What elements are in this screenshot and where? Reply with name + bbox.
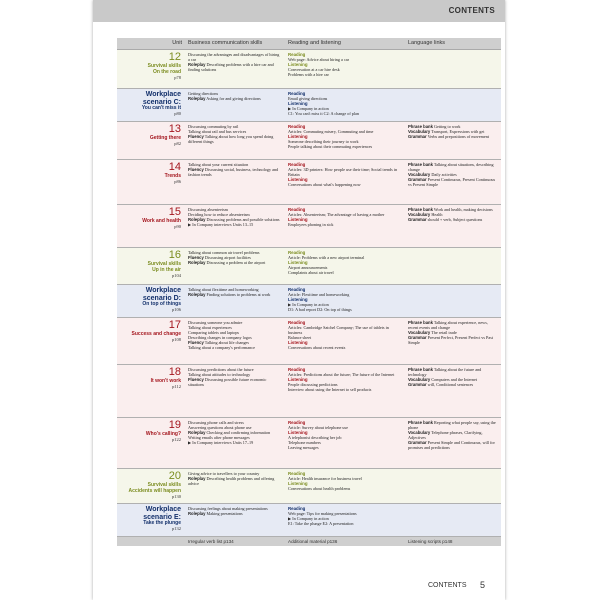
page-footer-label: CONTENTS xyxy=(428,582,467,589)
line-text: Employees phoning in sick xyxy=(288,222,334,227)
reading-cell xyxy=(285,205,405,247)
language-cell xyxy=(405,50,501,88)
section-label: Listening xyxy=(288,297,308,302)
language-cell xyxy=(405,248,501,284)
skill-label: Fluency xyxy=(188,340,204,345)
reading-cell xyxy=(285,285,405,317)
line-text: Article: Health insurance for business travel xyxy=(288,476,362,481)
skill-label: Vocabulary xyxy=(408,430,431,435)
skill-label: Roleplay xyxy=(188,260,206,265)
section-label: Reading xyxy=(288,207,306,212)
line-text: Talking about your current situation xyxy=(188,162,249,167)
skill-label: Fluency xyxy=(188,134,204,139)
line-text: Airport announcements xyxy=(288,265,328,270)
line-text: ▶ In Company in action xyxy=(288,106,329,111)
reading-cell xyxy=(285,418,405,468)
line-text: Leaving messages xyxy=(288,445,319,450)
scenario-title: Workplace scenario C: xyxy=(142,91,181,106)
line-text: Telephone phrases, Clarifying, Adjectives xyxy=(408,430,483,440)
skill-label: Roleplay xyxy=(188,430,206,435)
line-text: Discussing phone calls and stress xyxy=(188,420,244,425)
scenario-subtitle: You can't miss it xyxy=(141,105,181,111)
business-cell xyxy=(185,50,285,88)
line-text: Interview about using the Internet to sell products xyxy=(288,387,372,392)
unit-page-ref[interactable]: p122 xyxy=(172,437,181,442)
col-header-language: Language links xyxy=(408,40,446,46)
business-cell xyxy=(185,365,285,417)
skill-label: Grammar xyxy=(408,382,427,387)
unit-title: Work and health xyxy=(142,218,181,224)
line-text: Discussing possible future economic situations xyxy=(188,377,267,387)
line-text: Talking about how long you spend doing different things xyxy=(188,134,274,144)
language-cell xyxy=(405,205,501,247)
table-row xyxy=(117,365,501,418)
table-row xyxy=(117,418,501,469)
skill-label: Vocabulary xyxy=(408,129,431,134)
unit-title: It won't work xyxy=(150,378,181,384)
line-text: Conversations about recent events xyxy=(288,345,346,350)
page-header-bar xyxy=(93,0,505,22)
skill-label: Grammar xyxy=(408,335,427,340)
unit-cell xyxy=(117,205,185,247)
table-row xyxy=(117,160,501,205)
line-text: ▶ In Company in action xyxy=(288,516,329,521)
additional-material-link[interactable]: Additional material p136 xyxy=(288,539,338,544)
reading-line xyxy=(288,222,402,227)
unit-page-ref[interactable]: p86 xyxy=(174,179,181,184)
unit-cell xyxy=(117,365,185,417)
business-line xyxy=(188,52,282,62)
language-line xyxy=(408,430,498,440)
skill-label: Phrase bank xyxy=(408,207,433,212)
line-text: Discussing a problem at the airport xyxy=(205,260,266,265)
line-text: Discussing problems and possible solutions xyxy=(205,217,280,222)
section-label: Listening xyxy=(288,101,308,106)
unit-cell xyxy=(117,318,185,364)
irregular-verb-list-link[interactable]: Irregular verb list p134 xyxy=(188,539,234,544)
line-text: Talking about experiences xyxy=(188,325,232,330)
line-text: Telephone numbers xyxy=(288,440,321,445)
table-header xyxy=(117,38,501,50)
line-text: D1: A bad report D2: On top of things xyxy=(288,307,352,312)
line-text: Describing problems with a hire car and finding solutions xyxy=(188,62,274,72)
reading-cell xyxy=(285,50,405,88)
skill-label: Roleplay xyxy=(188,292,206,297)
business-cell xyxy=(185,285,285,317)
reading-line xyxy=(288,270,402,275)
page-number: 5 xyxy=(480,580,486,590)
book-page xyxy=(93,0,505,600)
unit-number: 16 xyxy=(168,249,181,261)
unit-cell xyxy=(117,122,185,159)
line-text: Articles: Predictions about the future; The future of the Internet xyxy=(288,372,395,377)
skill-label: Phrase bank xyxy=(408,162,433,167)
language-cell xyxy=(405,285,501,317)
unit-number: 20 xyxy=(168,470,181,482)
line-text: Complaints about air travel xyxy=(288,270,334,275)
line-text: Discussing commuting by rail xyxy=(188,124,239,129)
unit-page-ref[interactable]: p132 xyxy=(172,526,181,531)
section-label: Reading xyxy=(288,420,306,425)
business-cell xyxy=(185,205,285,247)
scenario-subtitle: On top of things xyxy=(142,301,181,307)
line-text: C1: You can't miss it C2: A change of plan xyxy=(288,111,360,116)
reading-cell xyxy=(285,160,405,204)
language-line xyxy=(408,382,498,387)
skill-label: Grammar xyxy=(408,440,427,445)
business-line xyxy=(188,292,282,297)
business-cell xyxy=(185,469,285,503)
reading-cell xyxy=(285,122,405,159)
language-cell xyxy=(405,89,501,121)
page-header-title: CONTENTS xyxy=(448,6,495,15)
line-text: Discussing social, business, technology and fashion trends xyxy=(188,167,279,177)
line-text: should + verb, Subject questions xyxy=(426,217,483,222)
section-label: Listening xyxy=(288,481,308,486)
section-label: Listening xyxy=(288,377,308,382)
line-text: Article: Survey about telephone use xyxy=(288,425,349,430)
unit-number: 18 xyxy=(168,366,181,378)
business-line xyxy=(188,62,282,72)
unit-page-ref[interactable]: p78 xyxy=(174,75,181,80)
business-line xyxy=(188,134,282,144)
business-cell xyxy=(185,122,285,159)
table-row xyxy=(117,248,501,285)
unit-page-ref[interactable]: p112 xyxy=(172,384,181,389)
line-text: Balance sheet xyxy=(288,335,312,340)
section-label: Reading xyxy=(288,124,306,129)
business-cell xyxy=(185,318,285,364)
language-cell xyxy=(405,504,501,536)
language-line xyxy=(408,134,498,139)
line-text: Email giving directions xyxy=(288,96,328,101)
reading-line xyxy=(288,387,402,392)
line-text: Comparing tablets and laptops xyxy=(188,330,240,335)
language-line xyxy=(408,162,498,172)
line-text: Checking and confirming information xyxy=(205,430,271,435)
line-text: Talking about life changes xyxy=(203,340,250,345)
business-line xyxy=(188,476,282,486)
scenario-subtitle: Take the plunge xyxy=(143,520,181,526)
unit-cell xyxy=(117,285,185,317)
line-text: Discussing predictions about the future xyxy=(188,367,254,372)
line-text: Talking about attitudes to technology xyxy=(188,372,251,377)
language-line xyxy=(408,217,498,222)
section-label: Listening xyxy=(288,340,308,345)
unit-number: 12 xyxy=(168,51,181,63)
skill-label: Grammar xyxy=(408,177,427,182)
reading-line xyxy=(288,144,402,149)
col-header-business: Business communication skills xyxy=(188,40,263,46)
unit-title: Who's calling? xyxy=(145,431,181,437)
reading-line xyxy=(288,325,402,335)
unit-number: 13 xyxy=(168,123,181,135)
section-label: Reading xyxy=(288,250,306,255)
reading-line xyxy=(288,345,402,350)
unit-cell xyxy=(117,89,185,121)
business-line xyxy=(188,260,282,265)
unit-title: Getting there xyxy=(149,135,181,141)
skill-label: Fluency xyxy=(188,167,204,172)
language-cell xyxy=(405,318,501,364)
unit-cell xyxy=(117,504,185,536)
reading-cell xyxy=(285,504,405,536)
line-text: Finding solutions to problems at work xyxy=(205,292,271,297)
business-line xyxy=(188,511,282,516)
line-text: Conversation at a car hire desk xyxy=(288,67,340,72)
line-text: Deciding how to reduce absenteeism xyxy=(188,212,250,217)
skill-label: Phrase bank xyxy=(408,367,433,372)
skill-label: Vocabulary xyxy=(408,172,431,177)
skill-label: Roleplay xyxy=(188,62,206,67)
language-line xyxy=(408,320,498,330)
business-line xyxy=(188,377,282,387)
line-text: Articles: Cambridge Satchel Company; The use of tablets in business xyxy=(288,325,389,335)
unit-cell xyxy=(117,160,185,204)
language-line xyxy=(408,420,498,430)
skill-label: Roleplay xyxy=(188,217,206,222)
line-text: Verbs and prepositions of movement xyxy=(426,134,490,139)
skill-label: Fluency xyxy=(188,377,204,382)
skill-label: Phrase bank xyxy=(408,420,433,425)
line-text: Getting directions xyxy=(188,91,219,96)
reading-line xyxy=(288,111,402,116)
skill-label: Phrase bank xyxy=(408,320,433,325)
unit-number: 14 xyxy=(168,161,181,173)
reading-line xyxy=(288,486,402,491)
unit-cell xyxy=(117,248,185,284)
line-text: Reporting what people say, using the phone xyxy=(408,420,496,430)
line-text: People discussing predictions xyxy=(288,382,338,387)
reading-cell xyxy=(285,318,405,364)
language-line xyxy=(408,367,498,377)
table-row xyxy=(117,504,501,537)
line-text: Articles: 3D printers: How people use their time; Social trends in Britain xyxy=(288,167,398,177)
unit-page-ref[interactable]: p90 xyxy=(174,224,181,229)
line-text: Present Simple and Continuous, will for promises and predictions xyxy=(408,440,495,450)
line-text: Conversations about what's happening now xyxy=(288,182,361,187)
business-line xyxy=(188,345,282,350)
unit-number: 19 xyxy=(168,419,181,431)
section-label: Reading xyxy=(288,506,306,511)
business-line xyxy=(188,440,282,445)
unit-number: 17 xyxy=(168,319,181,331)
business-line xyxy=(188,96,282,101)
unit-cell xyxy=(117,50,185,88)
reading-cell xyxy=(285,365,405,417)
contents-table xyxy=(117,38,501,546)
section-label: Listening xyxy=(288,430,308,435)
col-header-reading: Reading and listening xyxy=(288,40,341,46)
business-cell xyxy=(185,418,285,468)
language-cell xyxy=(405,122,501,159)
language-cell xyxy=(405,160,501,204)
line-text: The retail trade xyxy=(430,330,457,335)
section-label: Reading xyxy=(288,162,306,167)
line-text: Giving advice to travellers to your country xyxy=(188,471,260,476)
line-text: Article: Flexitime and homeworking xyxy=(288,292,350,297)
unit-cell xyxy=(117,418,185,468)
table-row xyxy=(117,285,501,318)
business-line xyxy=(188,222,282,227)
skill-label: Grammar xyxy=(408,217,427,222)
unit-cell xyxy=(117,469,185,503)
business-cell xyxy=(185,248,285,284)
line-text: Transport, Expressions with get xyxy=(430,129,485,134)
section-label: Listening xyxy=(288,62,308,67)
unit-page-ref[interactable]: p82 xyxy=(174,141,181,146)
language-line xyxy=(408,335,498,345)
line-text: Web page: Advice about hiring a car xyxy=(288,57,350,62)
unit-title: Success and change xyxy=(131,331,181,337)
unit-title: Survival skills Up in the air xyxy=(147,261,181,273)
line-text: Discussing feelings about making presentations xyxy=(188,506,268,511)
section-label: Reading xyxy=(288,91,306,96)
reading-line xyxy=(288,307,402,312)
line-text: People talking about their commuting experiences xyxy=(288,144,373,149)
section-label: Listening xyxy=(288,177,308,182)
line-text: Talking about common air travel problems xyxy=(188,250,260,255)
unit-title: Survival skills On the road xyxy=(147,63,181,75)
section-label: Reading xyxy=(288,471,306,476)
reading-line xyxy=(288,182,402,187)
line-text: Discussing someone you admire xyxy=(188,320,243,325)
reading-line xyxy=(288,521,402,526)
section-label: Reading xyxy=(288,287,306,292)
line-text: Article: Problems with a new airport terminal xyxy=(288,255,365,260)
line-text: Describing changes in company logos xyxy=(188,335,252,340)
unit-page-ref[interactable]: p108 xyxy=(172,337,181,342)
line-text: Articles: Commuting misery, Commuting and time xyxy=(288,129,374,134)
section-label: Listening xyxy=(288,260,308,265)
line-text: will, Conditional sentences xyxy=(426,382,474,387)
line-text: Web page: Tips for making presentations xyxy=(288,511,357,516)
line-text: Talking about a company's performance xyxy=(188,345,255,350)
skill-label: Fluency xyxy=(188,255,204,260)
table-row xyxy=(117,318,501,365)
unit-page-ref[interactable]: p104 xyxy=(172,273,181,278)
business-cell xyxy=(185,504,285,536)
section-label: Reading xyxy=(288,52,306,57)
table-row xyxy=(117,469,501,504)
skill-label: Phrase bank xyxy=(408,124,433,129)
business-line xyxy=(188,167,282,177)
unit-page-ref[interactable]: p106 xyxy=(172,307,181,312)
language-cell xyxy=(405,418,501,468)
line-text: Asking for and giving directions xyxy=(205,96,261,101)
line-text: ▶ In Company in action xyxy=(288,302,329,307)
line-text: Writing emails after phone messages xyxy=(188,435,250,440)
section-label: Reading xyxy=(288,367,306,372)
line-text: Talking about situations, describing change xyxy=(408,162,494,172)
section-label: Reading xyxy=(288,320,306,325)
reading-cell xyxy=(285,469,405,503)
unit-title: Survival skills Accidents will happen xyxy=(128,482,181,494)
section-label: Listening xyxy=(288,217,308,222)
line-text: ▶ In Company interviews Units 13–15 xyxy=(188,222,254,227)
skill-label: Roleplay xyxy=(188,476,206,481)
skill-label: Vocabulary xyxy=(408,212,431,217)
footer-spacer xyxy=(117,537,185,546)
reading-cell xyxy=(285,89,405,121)
skill-label: Vocabulary xyxy=(408,330,431,335)
table-row xyxy=(117,205,501,248)
reading-line xyxy=(288,445,402,450)
line-text: Discussing absenteeism xyxy=(188,207,228,212)
skill-label: Roleplay xyxy=(188,511,206,516)
unit-page-ref[interactable]: p80 xyxy=(174,111,181,116)
language-cell xyxy=(405,365,501,417)
line-text: Getting to work xyxy=(432,124,461,129)
line-text: Work and health, making decisions xyxy=(432,207,493,212)
scenario-title: Workplace scenario D: xyxy=(142,287,181,302)
skill-label: Vocabulary xyxy=(408,377,431,382)
language-line xyxy=(408,177,498,187)
line-text: Problems with a hire car xyxy=(288,72,329,77)
section-label: Listening xyxy=(288,134,308,139)
line-text: E1: Take the plunge E2: A presentation xyxy=(288,521,354,526)
line-text: Talking about experience, news, recent events and change xyxy=(408,320,488,330)
reading-cell xyxy=(285,248,405,284)
line-text: Discussing the advantages and disadvantages of hiring a car xyxy=(188,52,280,62)
table-footer xyxy=(117,537,501,546)
line-text: Health xyxy=(430,212,443,217)
unit-page-ref[interactable]: p130 xyxy=(172,494,181,499)
line-text: Present Continuous, Present Continuous vs Present Simple xyxy=(408,177,496,187)
unit-title: Trends xyxy=(164,173,181,179)
line-text: Talking about flexitime and homeworking xyxy=(188,287,259,292)
line-text: Answering questions about phone use xyxy=(188,425,252,430)
line-text: Computers and the Internet xyxy=(430,377,478,382)
line-text: Articles: Absenteeism; The advantage of having a mother xyxy=(288,212,385,217)
table-row xyxy=(117,50,501,89)
table-row xyxy=(117,122,501,160)
unit-number: 15 xyxy=(168,206,181,218)
language-line xyxy=(408,440,498,450)
reading-line xyxy=(288,167,402,177)
line-text: Making presentations xyxy=(205,511,243,516)
line-text: Talking about rail and bus services xyxy=(188,129,247,134)
line-text: Discussing airport facilities xyxy=(203,255,251,260)
line-text: Conversations about health problems xyxy=(288,486,351,491)
table-body xyxy=(117,50,501,537)
skill-label: Grammar xyxy=(408,134,427,139)
reading-line xyxy=(288,72,402,77)
line-text: A telephonist describing her job xyxy=(288,435,342,440)
business-cell xyxy=(185,160,285,204)
business-cell xyxy=(185,89,285,121)
line-text: Present Perfect, Present Perfect vs Past Simple xyxy=(408,335,494,345)
line-text: ▶ In Company interviews Units 17–19 xyxy=(188,440,254,445)
line-text: Someone describing their journey to work xyxy=(288,139,359,144)
skill-label: Roleplay xyxy=(188,96,206,101)
line-text: Talking about the future and technology xyxy=(408,367,482,377)
line-text: Describing health problems and offering advice xyxy=(188,476,275,486)
line-text: Daily activities xyxy=(430,172,457,177)
table-row xyxy=(117,89,501,122)
listening-scripts-link[interactable]: Listening scripts p148 xyxy=(408,539,453,544)
scenario-title: Workplace scenario E: xyxy=(143,506,181,521)
language-cell xyxy=(405,469,501,503)
col-header-unit: Unit xyxy=(172,40,182,46)
